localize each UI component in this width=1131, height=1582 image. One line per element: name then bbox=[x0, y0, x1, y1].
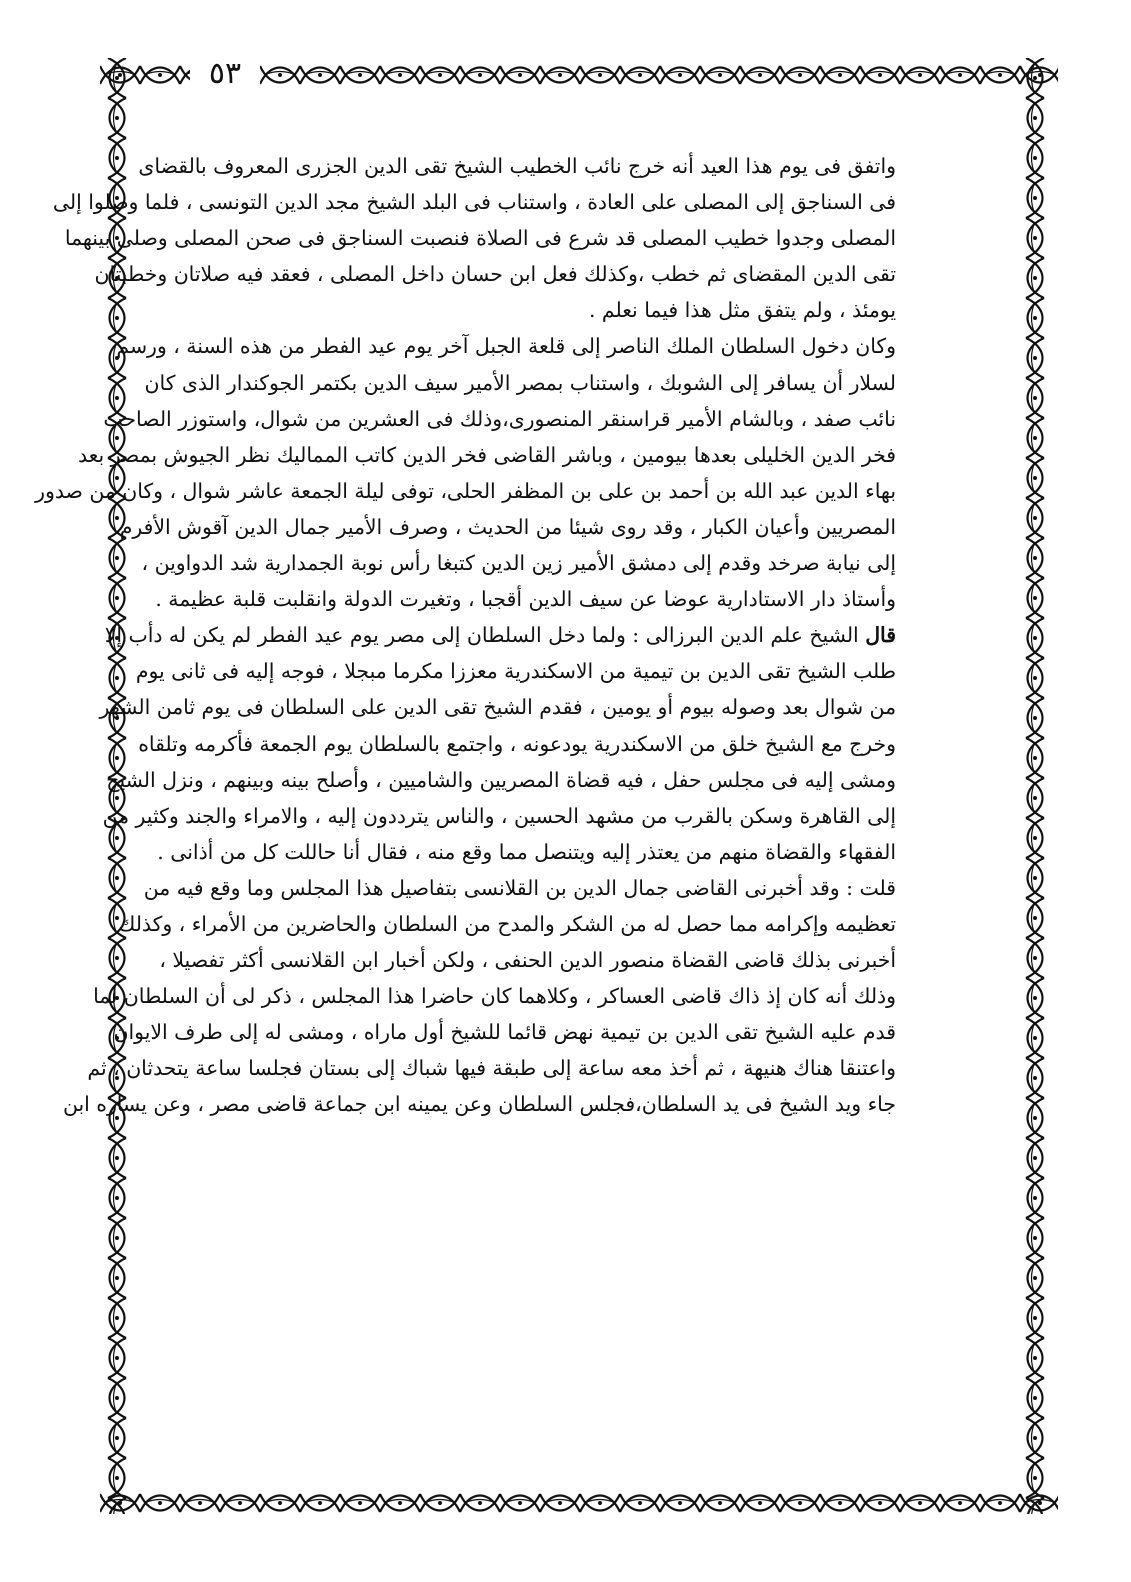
body-text bbox=[35, 148, 896, 1488]
text-line: قدم عليه الشيخ تقى الدين بن تيمية نهض قائما للشيخ أول ماراه ، ومشى له إلى طرف الايوان bbox=[113, 1020, 896, 1045]
text-line: بهاء الدين عبد الله بن أحمد بن على بن المظفر الحلى، توفى ليلة الجمعة عاشر شوال ، وكان من صدور bbox=[35, 478, 896, 503]
text-line: وخرج مع الشيخ خلق من الاسكندرية يودعونه ، واجتمع بالسلطان يوم الجمعة فأكرمه وتلقاه bbox=[138, 731, 896, 756]
text-line: فى السناجق إلى المصلى على العادة ، واستناب فى البلد الشيخ مجد الدين التونسى ، فلما وصلوا إلى bbox=[52, 190, 896, 215]
text-line: أخبرنى بذلك قاضى القضاة منصور الدين الحنفى ، ولكن أخبار ابن القلانسى أكثر تفصيلا ، bbox=[159, 948, 896, 973]
text-line: وذلك أنه كان إذ ذاك قاضى العساكر ، وكلاهما كان حاضرا هذا المجلس ، ذكر لى أن السلطان لما bbox=[93, 984, 896, 1009]
text-line: الفقهاء والقضاة منهم من يعتذر إليه ويتنصل مما وقع منه ، فقال أنا حاللت كل من أذانى . bbox=[157, 839, 896, 864]
text-line: المصلى وجدوا خطيب المصلى قد شرع فى الصلاة فنصبت السناجق فى صحن المصلى وصلى بينهما bbox=[64, 226, 896, 251]
text-line: وكان دخول السلطان الملك الناصر إلى قلعة الجبل آخر يوم عيد الفطر من هذه السنة ، ورسم bbox=[116, 334, 896, 359]
text-line: المصريين وأعيان الكبار ، وقد روى شيئا من الحديث ، وصرف الأمير جمال الدين آقوش الأفرم bbox=[119, 514, 896, 539]
text-line: طلب الشيخ تقى الدين بن تيمية من الاسكندرية معززا مكرما مبجلا ، فوجه إليه فى ثانى يوم bbox=[135, 659, 896, 684]
text-line: تقى الدين المقضاى ثم خطب ،وكذلك فعل ابن حسان داخل المصلى ، فعقد فيه صلاتان وخطبتان bbox=[94, 262, 896, 287]
text-line: واتفق فى يوم هذا العيد أنه خرج نائب الخطيب الشيخ تقى الدين الجزرى المعروف بالقضاى bbox=[138, 154, 896, 178]
text-line: لسلار أن يسافر إلى الشوبك ، واستناب بمصر الأمير سيف الدين بكتمر الجوكندار الذى كان bbox=[144, 370, 896, 395]
text-line: ومشى إليه فى مجلس حفل ، فيه قضاة المصريين والشاميين ، وأصلح بينه وبينهم ، ونزل الشيخ bbox=[106, 767, 896, 792]
text-line: تعظيمه وإكرامه مما حصل له من الشكر والمدح من السلطان والحاضرين من الأمراء ، وكذلك bbox=[118, 911, 896, 936]
text-line: يومئذ ، ولم يتفق مثل هذا فيما نعلم . bbox=[588, 298, 896, 323]
text-line: قلت : وقد أخبرنى القاضى جمال الدين بن القلانسى بتفاصيل هذا المجلس وما وقع فيه من bbox=[143, 875, 896, 900]
text-line: نائب صفد ، وبالشام الأمير قراسنقر المنصورى،وذلك فى العشرين من شوال، واستوزر الصاحب bbox=[103, 406, 896, 431]
text-line-rest: الشيخ علم الدين البرزالى : ولما دخل السلطان إلى مصر يوم عيد الفطر لم يكن له دأب إلا bbox=[104, 623, 866, 648]
text-line: فخر الدين الخليلى بعدها بيومين ، وباشر القاضى فخر الدين كاتب المماليك نظر الجيوش بمصر بعد bbox=[77, 442, 896, 467]
page-number: ٥٣ bbox=[190, 56, 260, 92]
paragraph-lead-word: قال bbox=[865, 623, 896, 648]
text-line: إلى القاهرة وسكن بالقرب من مشهد الحسين ، والناس يترددون إليه ، والامراء والجند وكثير من bbox=[102, 803, 896, 828]
text-line: جاء ويد الشيخ فى يد السلطان،فجلس السلطان وعن يمينه ابن جماعة قاضى مصر ، وعن يساره ابن bbox=[62, 1092, 896, 1117]
text-line bbox=[104, 617, 896, 653]
text-line: واعتنقا هناك هنيهة ، ثم أخذ معه ساعة إلى طبقة فيها شباك إلى بستان فجلسا ساعة يتحدثان ، ثم bbox=[87, 1056, 896, 1081]
text-line: إلى نيابة صرخد وقدم إلى دمشق الأمير زين الدين كتبغا رأس نوبة الجمدارية شد الدواوين ، bbox=[141, 551, 896, 576]
text-line: وأستاذ دار الاستادارية عوضا عن سيف الدين أقجبا ، وتغيرت الدولة وانقلبت قلبة عظيمة . bbox=[155, 587, 896, 612]
text-line: من شوال بعد وصوله بيوم أو يومين ، فقدم الشيخ تقى الدين على السلطان فى يوم ثامن الشهر bbox=[99, 695, 896, 720]
